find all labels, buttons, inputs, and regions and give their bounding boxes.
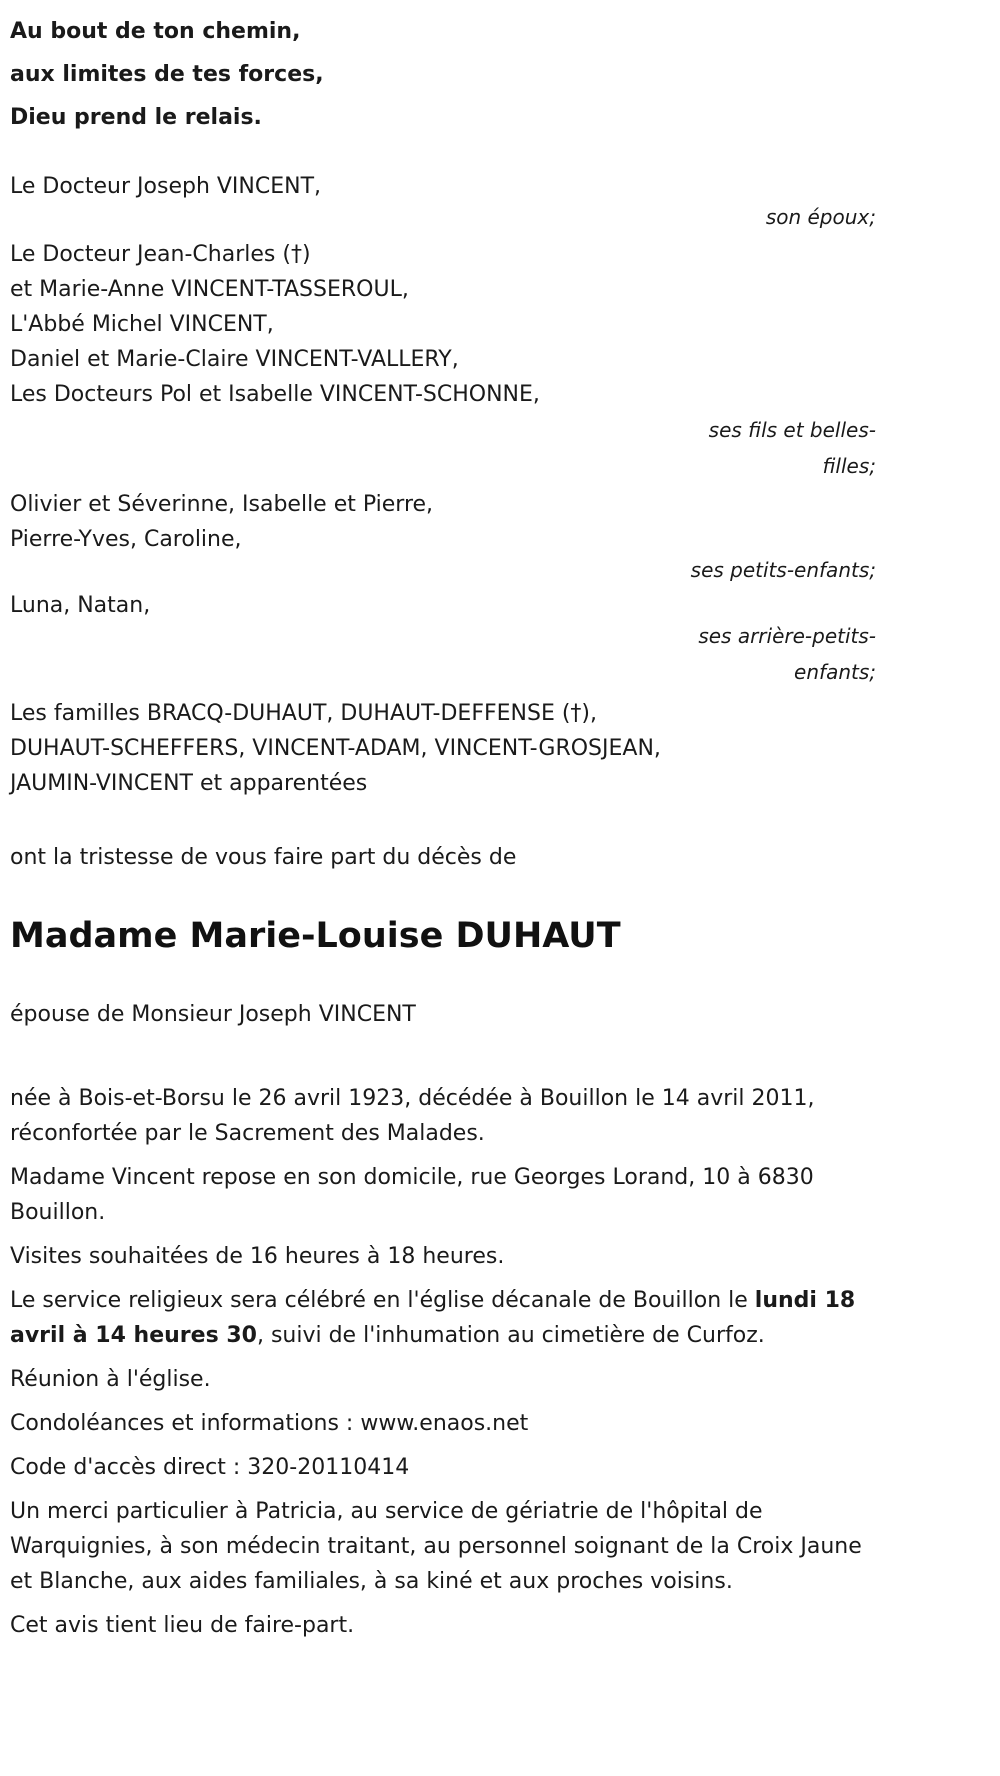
family-group-great-grandchildren <box>10 588 876 690</box>
family-line: DUHAUT-SCHEFFERS, VINCENT-ADAM, VINCENT-GROSJEAN, <box>10 736 661 761</box>
family-group-spouse <box>10 169 876 235</box>
birth-death-paragraph: née à Bois-et-Borsu le 26 avril 1923, décédée à Bouillon le 14 avril 2011, réconfortée par le Sacrement des Malades. <box>10 1086 815 1146</box>
family-group-children <box>10 237 876 484</box>
death-announcement-intro: ont la tristesse de vous faire part du décès de <box>10 845 517 870</box>
meeting-paragraph: Réunion à l'église. <box>10 1367 211 1392</box>
thanks-paragraph: Un merci particulier à Patricia, au service de gériatrie de l'hôpital de Warquignies, à son médecin traitant, au personnel soignant de la Croix Jaune et Blanche, aux aides familiales, à sa kiné et aux proches voisins. <box>10 1499 862 1594</box>
family-group-relatives <box>10 696 876 801</box>
poem-line: Dieu prend le relais. <box>10 105 262 130</box>
family-line: Le Docteur Joseph VINCENT, <box>10 174 322 199</box>
family-line: Les Docteurs Pol et Isabelle VINCENT-SCHONNE, <box>10 382 540 407</box>
repose-paragraph: Madame Vincent repose en son domicile, rue Georges Lorand, 10 à 6830 Bouillon. <box>10 1165 814 1225</box>
visits-paragraph: Visites souhaitées de 16 heures à 18 heures. <box>10 1244 505 1269</box>
family-role: ses petits-enfants; <box>690 558 876 582</box>
spouse-line: épouse de Monsieur Joseph VINCENT <box>10 1002 416 1027</box>
family-line: Les familles BRACQ-DUHAUT, DUHAUT-DEFFENSE (†), <box>10 701 598 726</box>
family-line: Pierre-Yves, Caroline, <box>10 527 242 552</box>
condolences-paragraph: Condoléances et informations : www.enaos.net <box>10 1411 529 1436</box>
notice-paragraph: Cet avis tient lieu de faire-part. <box>10 1613 355 1638</box>
family-line: L'Abbé Michel VINCENT, <box>10 312 274 337</box>
family-line: JAUMIN-VINCENT et apparentées <box>10 771 368 796</box>
service-text: Le service religieux sera célébré en l'église décanale de Bouillon le <box>10 1288 755 1313</box>
service-text-end: , suivi de l'inhumation au cimetière de Curfoz. <box>256 1323 765 1348</box>
family-role: ses fils et belles-filles; <box>708 418 876 478</box>
obituary-notice <box>10 0 876 1643</box>
access-code-paragraph: Code d'accès direct : 320-20110414 <box>10 1455 410 1480</box>
deceased-name: Madame Marie-Louise DUHAUT <box>10 916 621 956</box>
service-paragraph <box>10 1283 876 1353</box>
poem-line: Au bout de ton chemin, <box>10 19 301 44</box>
family-line: Olivier et Séverinne, Isabelle et Pierre, <box>10 492 434 517</box>
family-group-grandchildren <box>10 487 876 588</box>
family-line: Daniel et Marie-Claire VINCENT-VALLERY, <box>10 347 459 372</box>
family-line: Luna, Natan, <box>10 593 151 618</box>
family-line: et Marie-Anne VINCENT-TASSEROUL, <box>10 277 409 302</box>
family-role: son époux; <box>765 205 876 229</box>
family-list <box>10 169 876 801</box>
poem-line: aux limites de tes forces, <box>10 62 324 87</box>
poem <box>10 10 876 139</box>
family-role: ses arrière-petits-enfants; <box>698 624 876 684</box>
family-line: Le Docteur Jean-Charles (†) <box>10 242 311 267</box>
service-date: lundi 18 avril à 14 heures 30 <box>10 1288 856 1348</box>
